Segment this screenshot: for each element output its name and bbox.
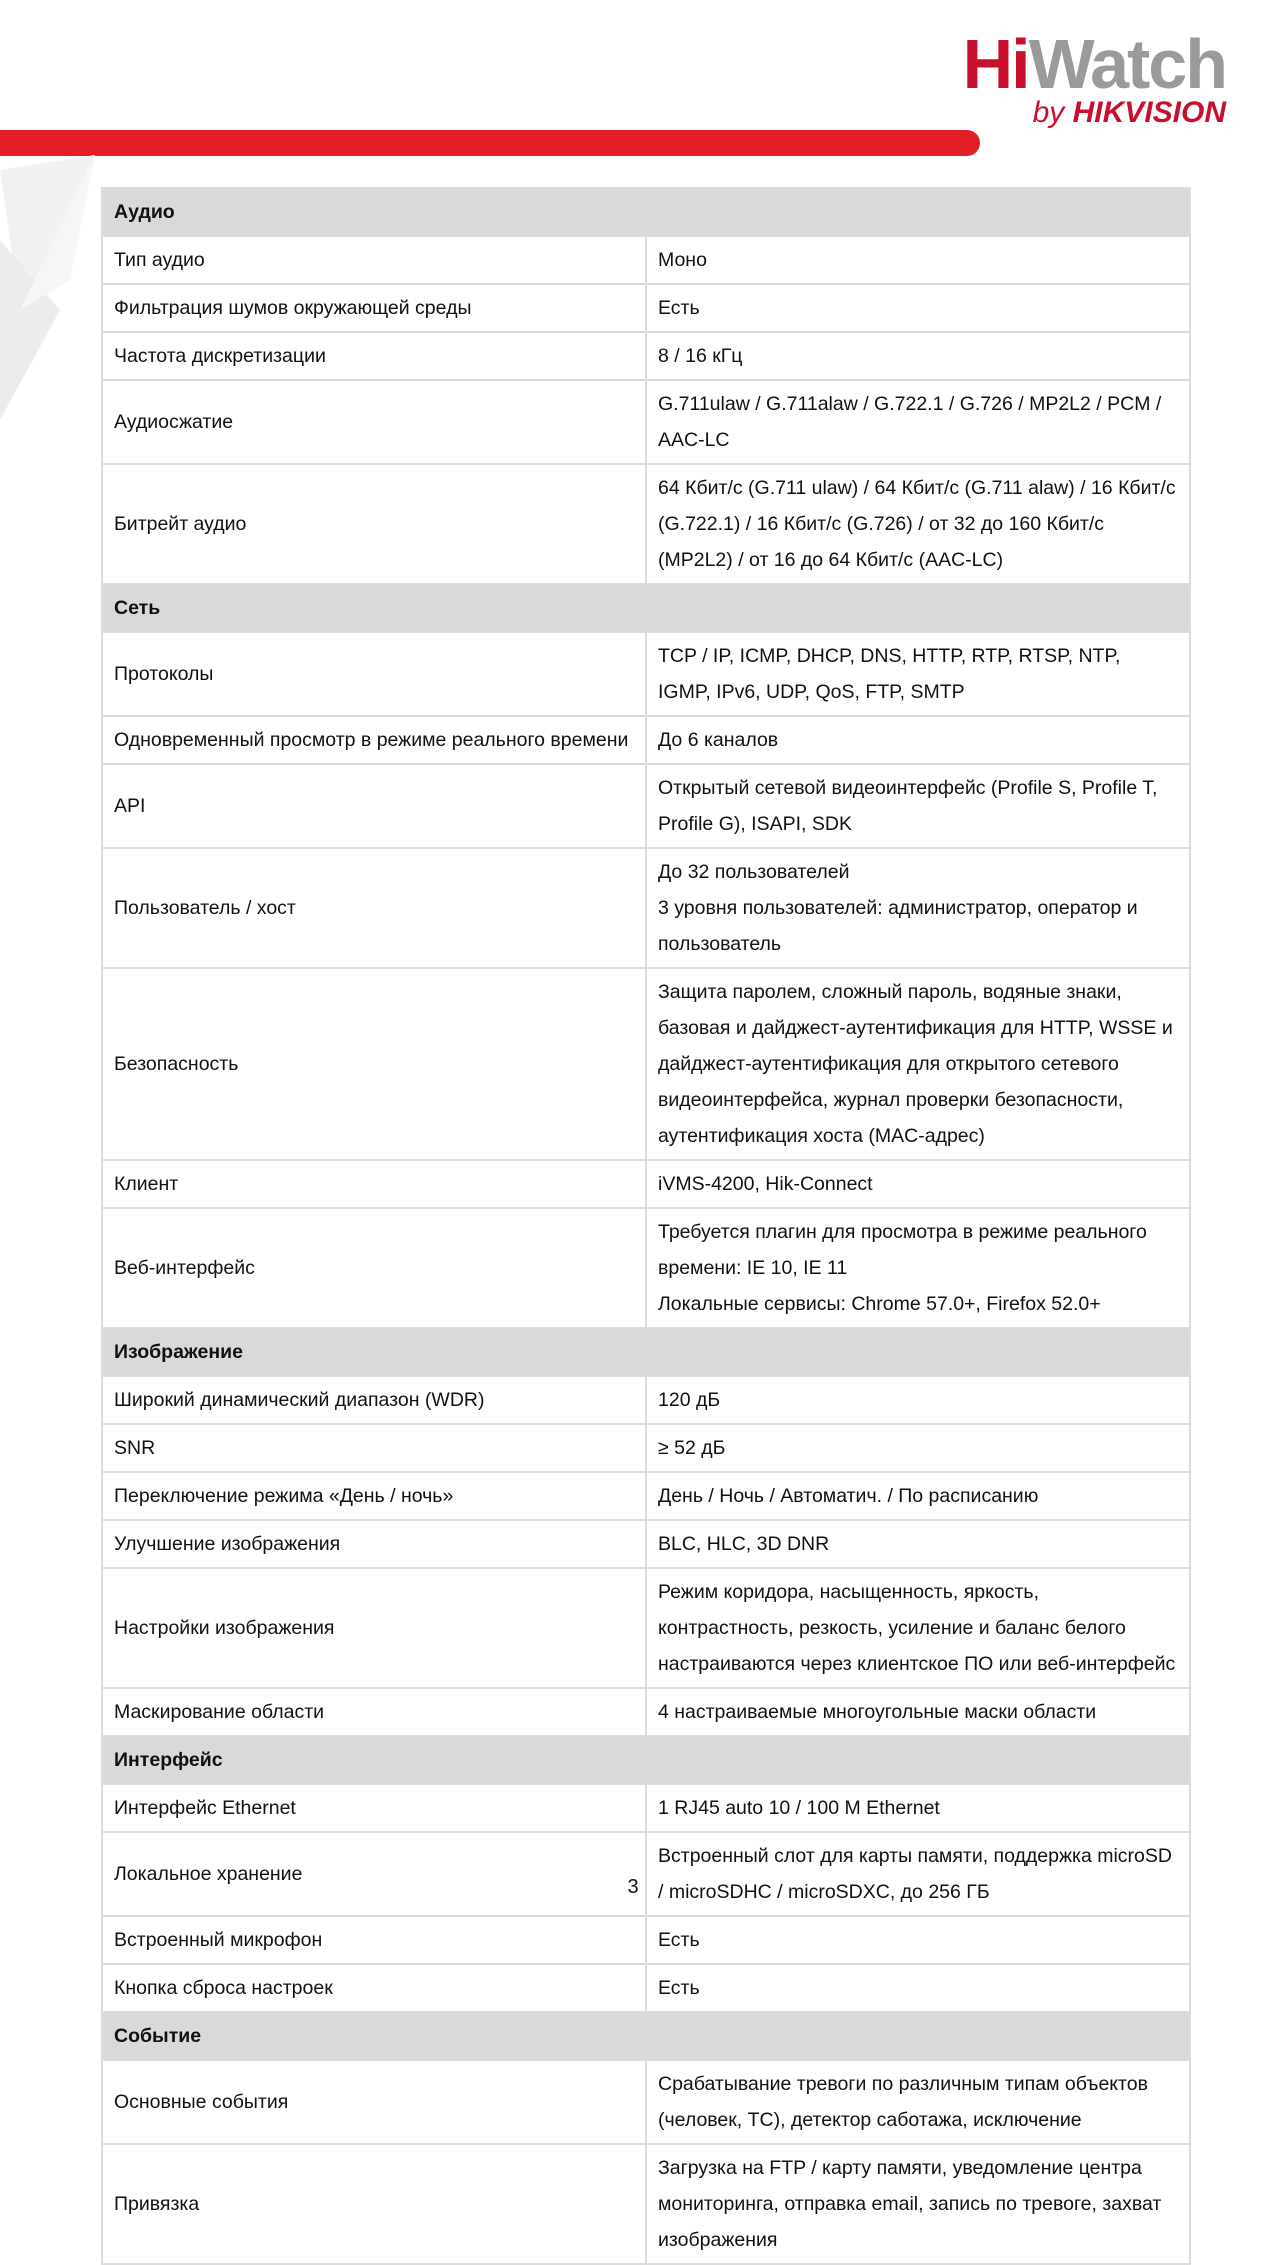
spec-value: 1 RJ45 auto 10 / 100 M Ethernet: [646, 1784, 1190, 1832]
spec-value: До 32 пользователей 3 уровня пользователей: администратор, оператор и пользователь: [646, 848, 1190, 968]
section-header-row: [102, 1328, 1190, 1376]
spec-row: [102, 2060, 1190, 2144]
logo-hi: Hi: [962, 25, 1029, 103]
spec-key: Интерфейс Ethernet: [102, 1784, 646, 1832]
spec-key: Маскирование области: [102, 1688, 646, 1736]
spec-row: [102, 1916, 1190, 1964]
logo-by: by: [1032, 96, 1065, 129]
section-title: Интерфейс: [102, 1736, 1190, 1784]
section-title: Событие: [102, 2012, 1190, 2060]
spec-row: [102, 1424, 1190, 1472]
spec-value: Загрузка на FTP / карту памяти, уведомление центра мониторинга, отправка email, запись по тревоге, захват изображения: [646, 2144, 1190, 2264]
spec-value: 8 / 16 кГц: [646, 332, 1190, 380]
spec-row: [102, 2144, 1190, 2264]
spec-row: [102, 1568, 1190, 1688]
section-header-row: [102, 188, 1190, 236]
spec-row: [102, 380, 1190, 464]
spec-key: Аудиосжатие: [102, 380, 646, 464]
section-header-row: [102, 2012, 1190, 2060]
section-title: Аудио: [102, 188, 1190, 236]
spec-value: BLC, HLC, 3D DNR: [646, 1520, 1190, 1568]
spec-row: [102, 284, 1190, 332]
spec-row: [102, 236, 1190, 284]
spec-value: Есть: [646, 284, 1190, 332]
spec-value: Требуется плагин для просмотра в режиме реального времени: IE 10, IE 11 Локальные сервисы: Chrome 57.0+, Firefox 52.0+: [646, 1208, 1190, 1328]
spec-key: Настройки изображения: [102, 1568, 646, 1688]
spec-value: 4 настраиваемые многоугольные маски области: [646, 1688, 1190, 1736]
spec-key: Привязка: [102, 2144, 646, 2264]
spec-row: [102, 1472, 1190, 1520]
logo-watch: Watch: [1028, 25, 1226, 103]
spec-value: Есть: [646, 1964, 1190, 2012]
spec-value: 120 дБ: [646, 1376, 1190, 1424]
spec-value: Режим коридора, насыщенность, яркость, контрастность, резкость, усиление и баланс белого настраиваются через клиентское ПО или веб-интерфейс: [646, 1568, 1190, 1688]
spec-row: [102, 332, 1190, 380]
spec-value: Открытый сетевой видеоинтерфейс (Profile S, Profile T, Profile G), ISAPI, SDK: [646, 764, 1190, 848]
spec-row: [102, 1376, 1190, 1424]
spec-row: [102, 1964, 1190, 2012]
spec-row: [102, 1688, 1190, 1736]
spec-key: Пользователь / хост: [102, 848, 646, 968]
spec-key: Кнопка сброса настроек: [102, 1964, 646, 2012]
section-title: Изображение: [102, 1328, 1190, 1376]
header-red-bar: [0, 130, 980, 156]
spec-key: Битрейт аудио: [102, 464, 646, 584]
spec-value: Защита паролем, сложный пароль, водяные знаки, базовая и дайджест-аутентификация для HTTP, WSSE и дайджест-аутентификация для открытого сетевого видеоинтерфейса, журнал проверки безопасности, аутентификация хоста (MAC-адрес): [646, 968, 1190, 1160]
spec-table-body: [102, 188, 1190, 2264]
spec-row: [102, 764, 1190, 848]
spec-value: 64 Кбит/с (G.711 ulaw) / 64 Кбит/с (G.711 alaw) / 16 Кбит/с (G.722.1) / 16 Кбит/с (G.726) / от 32 до 160 Кбит/с (MP2L2) / от 16 до 64 Кбит/с (AAC-LC): [646, 464, 1190, 584]
spec-row: [102, 848, 1190, 968]
section-header-row: [102, 1736, 1190, 1784]
spec-row: [102, 1784, 1190, 1832]
logo-wordmark: [962, 25, 1226, 103]
spec-value: До 6 каналов: [646, 716, 1190, 764]
spec-key: Частота дискретизации: [102, 332, 646, 380]
spec-key: Безопасность: [102, 968, 646, 1160]
spec-row: [102, 632, 1190, 716]
hiwatch-logo: [962, 25, 1226, 129]
spec-key: Протоколы: [102, 632, 646, 716]
spec-row: [102, 1160, 1190, 1208]
section-header-row: [102, 584, 1190, 632]
spec-row: [102, 464, 1190, 584]
spec-row: [102, 1520, 1190, 1568]
spec-value: G.711ulaw / G.711alaw / G.722.1 / G.726 / MP2L2 / PCM / AAC-LC: [646, 380, 1190, 464]
spec-value: iVMS-4200, Hik-Connect: [646, 1160, 1190, 1208]
spec-value: TCP / IP, ICMP, DHCP, DNS, HTTP, RTP, RTSP, NTP, IGMP, IPv6, UDP, QoS, FTP, SMTP: [646, 632, 1190, 716]
spec-key: Широкий динамический диапазон (WDR): [102, 1376, 646, 1424]
logo-brand: HIKVISION: [1072, 96, 1226, 129]
spec-key: API: [102, 764, 646, 848]
spec-row: [102, 716, 1190, 764]
spec-value: Моно: [646, 236, 1190, 284]
section-title: Сеть: [102, 584, 1190, 632]
spec-row: [102, 1832, 1190, 1916]
spec-key: Встроенный микрофон: [102, 1916, 646, 1964]
spec-key: Локальное хранение: [102, 1832, 646, 1916]
spec-row: [102, 1208, 1190, 1328]
spec-table: [101, 187, 1191, 2265]
spec-key: SNR: [102, 1424, 646, 1472]
spec-value: Есть: [646, 1916, 1190, 1964]
spec-key: Веб-интерфейс: [102, 1208, 646, 1328]
spec-value: ≥ 52 дБ: [646, 1424, 1190, 1472]
spec-value: День / Ночь / Автоматич. / По расписанию: [646, 1472, 1190, 1520]
spec-key: Переключение режима «День / ночь»: [102, 1472, 646, 1520]
page-number: 3: [627, 1876, 639, 1898]
spec-key: Клиент: [102, 1160, 646, 1208]
spec-value: Встроенный слот для карты памяти, поддержка microSD / microSDHC / microSDXC, до 256 ГБ: [646, 1832, 1190, 1916]
spec-key: Тип аудио: [102, 236, 646, 284]
spec-key: Улучшение изображения: [102, 1520, 646, 1568]
spec-key: Основные события: [102, 2060, 646, 2144]
spec-row: [102, 968, 1190, 1160]
spec-key: Фильтрация шумов окружающей среды: [102, 284, 646, 332]
spec-key: Одновременный просмотр в режиме реального времени: [102, 716, 646, 764]
spec-value: Срабатывание тревоги по различным типам объектов (человек, ТС), детектор саботажа, исключение: [646, 2060, 1190, 2144]
